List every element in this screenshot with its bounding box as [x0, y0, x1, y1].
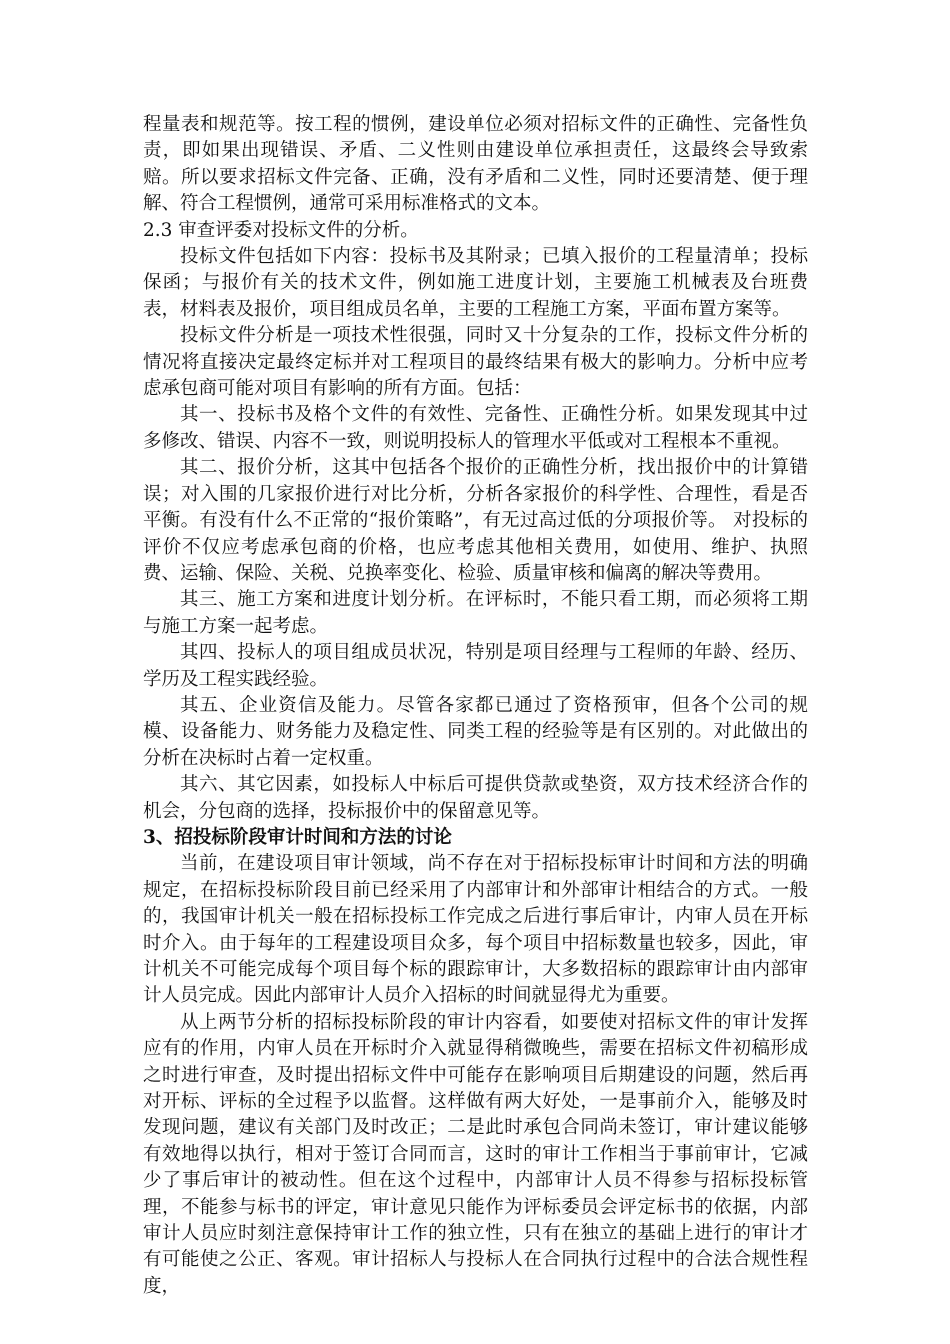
section-heading-2-3: 2.3 审查评委对投标文件的分析。 — [143, 219, 419, 241]
paragraph-item-5: 其五、企业资信及能力。尽管各家都已通过了资格预审，但各个公司的规模、设备能力、财务能力及稳定性、同类工程的经验等是有区别的。对此做出的分析在决标时占着一定权重。 — [143, 694, 808, 769]
paragraph-item-2: 其二、报价分析，这其中包括各个报价的正确性分析，找出报价中的计算错误；对入围的几家报价进行对比分析，分析各家报价的科学性、合理性，看是否平衡。有没有什么不正常的“报价策略”，有无过高过低的分项报价等。 对投标的评价不仅应考虑承包商的价格，也应考虑其他相关费用，如使用、维护、执照费、运输、保险、关税、兑换率变化、检验、质量审核和偏离的解决等费用。 — [143, 457, 808, 584]
paragraph-continuation: 程量表和规范等。按工程的惯例，建设单位必须对招标文件的正确性、完备性负责，即如果出现错误、矛盾、二义性则由建设单位承担责任，这最终会导致索赔。所以要求招标文件完备、正确，没有矛盾和二义性，同时还要清楚、便于理解、符合工程惯例，通常可采用标准格式的文本。 — [143, 114, 808, 215]
paragraph-bid-contents: 投标文件包括如下内容：投标书及其附录；已填入报价的工程量清单；投标保函；与报价有关的技术文件，例如施工进度计划，主要施工机械表及台班费表，材料表及报价，项目组成员名单，主要的工程施工方案，平面布置方案等。 — [143, 246, 808, 320]
section-heading-3: 3、招投标阶段审计时间和方法的讨论 — [143, 826, 452, 848]
paragraph-item-3: 其三、施工方案和进度计划分析。在评标时，不能只看工期，而必须将工期与施工方案一起考虑。 — [143, 589, 808, 637]
paragraph-audit-current: 当前，在建设项目审计领域，尚不存在对于招标投标审计时间和方法的明确规定，在招标投标阶段目前已经采用了内部审计和外部审计相结合的方式。一般的，我国审计机关一般在招标投标工作完成之后进行事后审计，内审人员在开标时介入。由于每年的工程建设项目众多，每个项目中招标数量也较多，因此，审计机关不可能完成每个项目每个标的跟踪审计，大多数招标的跟踪审计由内部审计人员完成。因此内部审计人员介入招标的时间就显得尤为重要。 — [143, 853, 808, 1007]
document-body — [143, 112, 808, 1300]
paragraph-audit-timing: 从上两节分析的招标投标阶段的审计内容看，如要使对招标文件的审计发挥应有的作用，内审人员在开标时介入就显得稍微晚些，需要在招标文件初稿形成之时进行审查，及时提出招标文件中可能存在影响项目后期建设的问题，然后再对开标、评标的全过程予以监督。这样做有两大好处，一是事前介入，能够及时发现问题，建议有关部门及时改正；二是此时承包合同尚未签订，审计建议能够有效地得以执行，相对于签订合同而言，这时的审计工作相当于事前审计，它减少了事后审计的被动性。但在这个过程中，内部审计人员不得参与招标投标管理，不能参与标书的评定，审计意见只能作为评标委员会评定标书的依据，内部审计人员应时刻注意保持审计工作的独立性，只有在独立的基础上进行的审计才有可能使之公正、客观。审计招标人与投标人在合同执行过程中的合法合规性程度， — [143, 1011, 808, 1297]
paragraph-bid-analysis: 投标文件分析是一项技术性很强，同时又十分复杂的工作，投标文件分析的情况将直接决定最终定标并对工程项目的最终结果有极大的影响力。分析中应考虑承包商可能对项目有影响的所有方面。包括： — [143, 325, 808, 400]
paragraph-item-6: 其六、其它因素，如投标人中标后可提供贷款或垫资，双方技术经济合作的机会，分包商的选择，投标报价中的保留意见等。 — [143, 774, 808, 822]
paragraph-item-4: 其四、投标人的项目组成员状况，特别是项目经理与工程师的年龄、经历、学历及工程实践经验。 — [143, 642, 808, 690]
paragraph-item-1: 其一、投标书及格个文件的有效性、完备性、正确性分析。如果发现其中过多修改、错误、内容不一致，则说明投标人的管理水平低或对工程根本不重视。 — [143, 404, 808, 452]
